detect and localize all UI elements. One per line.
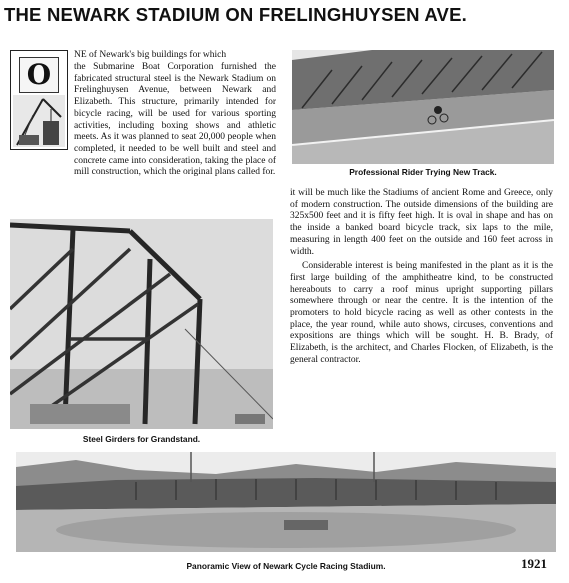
- intro-paragraph-right-of-cap: [74, 50, 276, 62]
- right-paragraph-1: it will be much like the Stadiums of ancient Rome and Greece, only of modern construction. The outside dimensions of the building are 325x500 feet and it is fifty feet high. It is oval in shape and has on the inside a banked board bicycle track, six laps to the mile, measuring in length 400 feet on the outside and 160 feet across in width.: [290, 188, 553, 257]
- drop-cap-ornament: [10, 50, 68, 150]
- caption-rider: Professional Rider Trying New Track.: [349, 167, 497, 177]
- photo-steel-girders: [10, 219, 273, 429]
- right-column-text: [290, 188, 553, 367]
- caption-panorama: Panoramic View of Newark Cycle Racing Stadium.: [186, 561, 386, 571]
- intro-first-line: NE of Newark's big buildings for which: [74, 50, 227, 60]
- right-paragraph-2: Considerable interest is being manifested in the plant as it is the first large building of the amphitheatre kind, to be constructed hereabouts to carry a roof minus upright supporting pillars somewhere through or near the centre. It is the intention of the promoters to hold bicycle racing as well as other contests in the place, the year round, while auto shows, circuses, conventions and expositions are things which will be sought. H. B. Brady, of Elizabeth, is the architect, and Charles Flocken, of Elizabeth, is the general contractor.: [290, 261, 553, 365]
- year-label: 1921: [521, 556, 547, 571]
- photo-rider-track: [292, 50, 554, 164]
- drop-cap-letter: O: [26, 58, 52, 91]
- page-title: THE NEWARK STADIUM ON FRELINGHUYSEN AVE.: [4, 4, 467, 25]
- photo-panorama-stadium: [16, 452, 556, 552]
- crane-illustration: [13, 95, 65, 147]
- drop-cap-box: [19, 57, 59, 93]
- intro-paragraph: [74, 62, 276, 179]
- intro-body-text: the Submarine Boat Corporation furnished the fabricated structural steel is the Newark Stadium on Frelinghuysen Avenue, between Newark and Elizabeth. This structure, primarily intended for bicycle racing, will be used for various sporting activities, including boxing shows and athletic meets. As it was planned to seat 20,000 people when completed, it needed to be well built and steel and concrete came into consideration, taking the place of mill construction, which the original plans called for.: [74, 62, 276, 178]
- caption-girders: Steel Girders for Grandstand.: [82, 434, 201, 444]
